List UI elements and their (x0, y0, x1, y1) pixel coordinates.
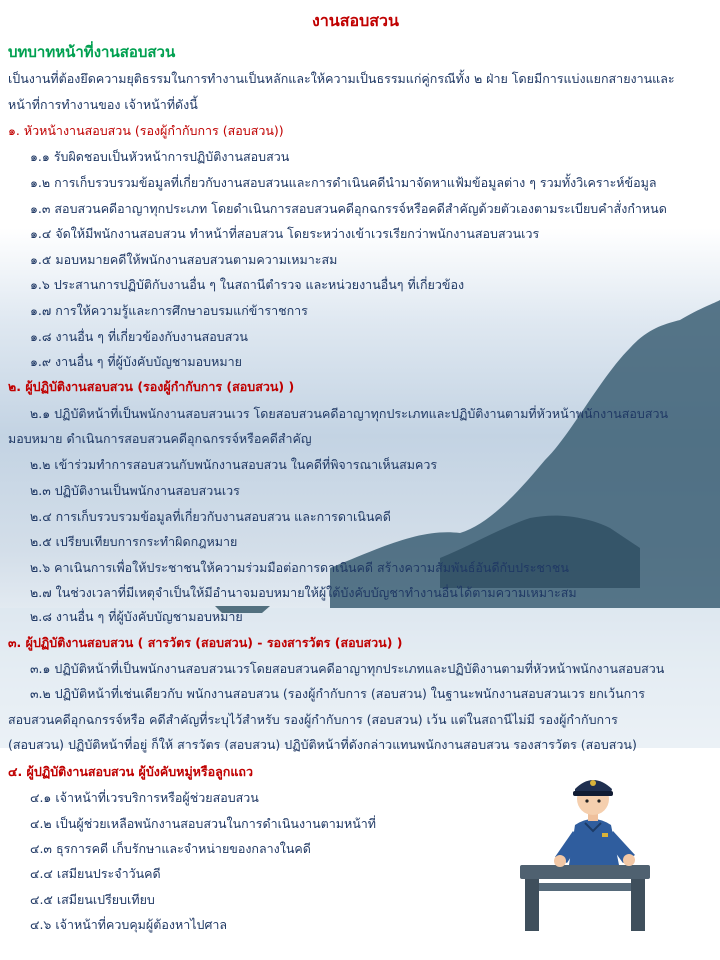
section-heading: ๑. หัวหน้างานสอบสวน (รองผู้กำกับการ (สอบสวน)) (8, 123, 284, 138)
list-item: ๒.๖ คาเนินการเพื่อให้ประชาชนให้ความร่วมมือต่อการดาเนินคดี สร้างความสัมพันธ์อันดีกับประชาชน (30, 560, 569, 575)
list-item: ๑.๔ จัดให้มีพนักงานสอบสวน ทำหน้าที่สอบสวน โดยระหว่างเข้าเวรเรียกว่าพนักงานสอบสวนเวร (30, 226, 540, 241)
list-item: ๑.๓ สอบสวนคดีอาญาทุกประเภท โดยดำเนินการสอบสวนคดีอุกฉกรรจ์หรือคดีสำคัญด้วยตัวเองตามระเบียบคำสั่งกำหนด (30, 201, 667, 216)
intro-text-line: หน้าที่การทำงานของ เจ้าหน้าที่ดังนี้ (8, 97, 198, 112)
list-item: ๒.๕ เปรียบเทียบการกระทำผิดกฎหมาย (30, 534, 238, 549)
section-heading: ๒. ผู้ปฏิบัติงานสอบสวน (รองผู้กำกับการ (สอบสวน) ) (8, 379, 295, 394)
list-item: ๒.๒ เข้าร่วมทำการสอบสวนกับพนักงานสอบสวน ในคดีที่พิจารณาเห็นสมควร (30, 457, 438, 472)
list-item: ๒.๓ ปฏิบัติงานเป็นพนักงานสอบสวนเวร (30, 483, 240, 498)
list-item: ๔.๑ เจ้าหน้าที่เวรบริการหรือผู้ช่วยสอบสวน (30, 790, 259, 805)
intro-text-line: เป็นงานที่ต้องยึดความยุติธรรมในการทำงานเป็นหลักและให้ความเป็นธรรมแก่คู่กรณีทั้ง ๒ ฝ่าย โดยมีการแบ่งแยกสายงานและ (8, 71, 675, 86)
list-item: ๒.๗ ในช่วงเวลาที่มีเหตุจำเป็นให้มีอำนาจมอบหมายให้ผู้ใต้บังคับบัญชาทำงานอื่นได้ตามความเหมาะสม (30, 585, 577, 600)
list-item: ๒.๑ ปฏิบัติหน้าที่เป็นพนักงานสอบสวนเวร โดยสอบสวนคดีอาญาทุกประเภทและปฏิบัติงานตามที่หัวหน้าพนักงานสอบสวน (30, 406, 669, 421)
list-item: ๔.๖ เจ้าหน้าที่ควบคุมผู้ต้องหาไปศาล (30, 917, 228, 932)
list-item: ๓.๑ ปฏิบัติหน้าที่เป็นพนักงานสอบสวนเวรโดยสอบสวนคดีอาญาทุกประเภทและปฏิบัติงานตามที่หัวหน้าพนักงานสอบสวน (30, 661, 665, 676)
list-item: ๑.๑ รับผิดชอบเป็นหัวหน้าการปฏิบัติงานสอบสวน (30, 149, 290, 164)
list-item: ๑.๕ มอบหมายคดีให้พนักงานสอบสวนตามความเหมาะสม (30, 252, 338, 267)
list-item: ๑.๙ งานอื่น ๆ ที่ผู้บังคับบัญชามอบหมาย (30, 354, 242, 369)
list-item: ๔.๒ เป็นผู้ช่วยเหลือพนักงานสอบสวนในการดำเนินงานตามหน้าที่ (30, 816, 377, 831)
list-item: ๔.๓ ธุรการคดี เก็บรักษาและจำหน่ายของกลางในคดี (30, 841, 311, 856)
list-item: ๑.๖ ประสานการปฏิบัติกับงานอื่น ๆ ในสถานีตำรวจ และหน่วยงานอื่นๆ ที่เกี่ยวข้อง (30, 277, 465, 292)
list-item-continuation: มอบหมาย ดำเนินการสอบสวนคดีอุกฉกรรจ์หรือคดีสำคัญ (8, 431, 312, 446)
list-item: ๔.๕ เสมียนเปรียบเทียบ (30, 892, 155, 907)
list-item: ๒.๔ การเก็บรวบรวมข้อมูลที่เกี่ยวกับงานสอบสวน และการดาเนินคดี (30, 509, 391, 524)
police-officer-illustration (515, 765, 705, 935)
page-title: งานสอบสวน (312, 11, 399, 30)
list-item: ๑.๘ งานอื่น ๆ ที่เกี่ยวข้องกับงานสอบสวน (30, 329, 248, 344)
list-item: ๑.๗ การให้ความรู้และการศึกษาอบรมแก่ข้าราชการ (30, 303, 308, 318)
list-item-continuation: สอบสวนคดีอุกฉกรรจ์หรือ คดีสำคัญที่ระบุไว้สำหรับ รองผู้กำกับการ (สอบสวน) เว้น แต่ในสถานีไม่มี รองผู้กำกับการ (8, 712, 618, 727)
list-item: ๔.๔ เสมียนประจำวันคดี (30, 866, 161, 881)
list-item: ๓.๒ ปฏิบัติหน้าที่เช่นเดียวกับ พนักงานสอบสวน (รองผู้กำกับการ (สอบสวน) ในฐานะพนักงานสอบสวนเวร ยกเว้นการ (30, 686, 645, 701)
section-heading: ๓. ผู้ปฏิบัติงานสอบสวน ( สารวัตร (สอบสวน) - รองสารวัตร (สอบสวน) ) (8, 635, 403, 650)
section-heading: ๔. ผู้ปฏิบัติงานสอบสวน ผู้บังคับหมู่หรือลูกแถว (8, 764, 254, 779)
list-item-continuation: (สอบสวน) ปฏิบัติหน้าที่อยู่ ก็ให้ สารวัตร (สอบสวน) ปฏิบัติหน้าที่ดังกล่าวแทนพนักงานสอบสวน รองสารวัตร (สอบสวน) (8, 737, 637, 752)
list-item: ๒.๘ งานอื่น ๆ ที่ผู้บังคับบัญชามอบหมาย (30, 609, 243, 624)
intro-heading: บทบาทหน้าที่งานสอบสวน (8, 43, 176, 61)
list-item: ๑.๒ การเก็บรวบรวมข้อมูลที่เกี่ยวกับงานสอบสวนและการดำเนินคดีนำมาจัดหาแฟ้มข้อมูลต่าง ๆ รวมทั้งวิเคราะห์ข้อมูล (30, 175, 657, 190)
